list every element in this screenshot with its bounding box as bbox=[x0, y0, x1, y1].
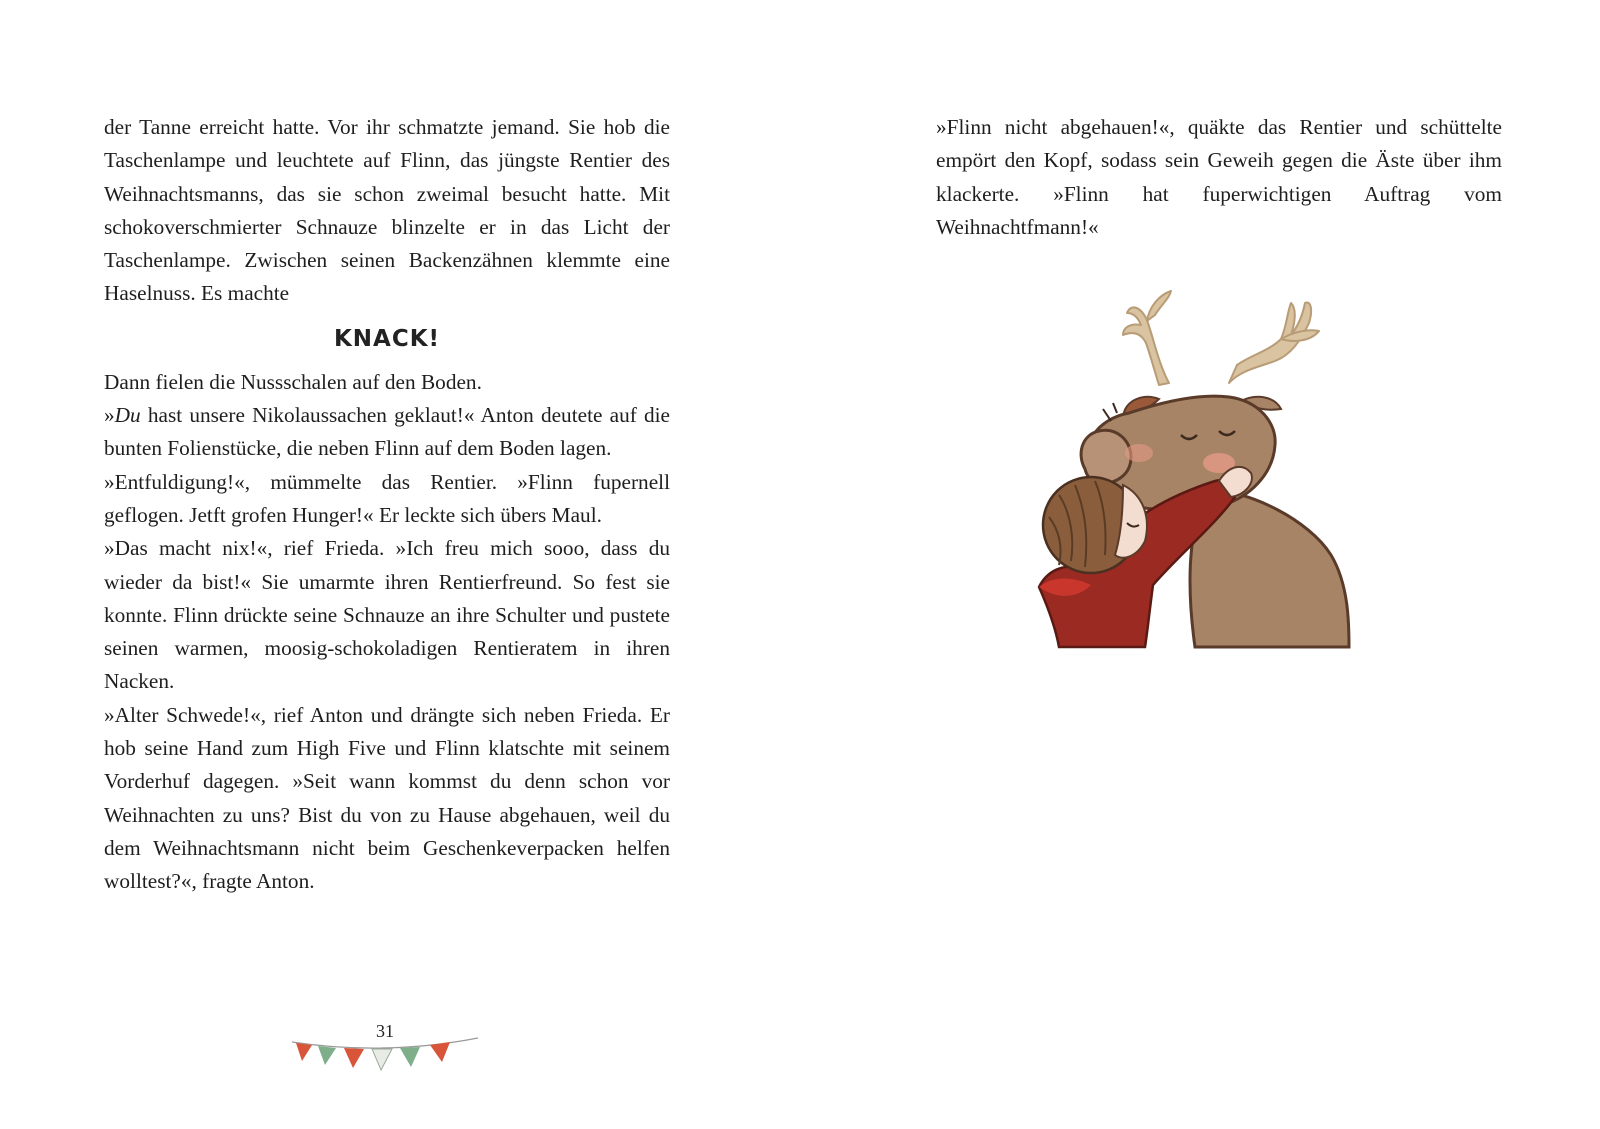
paragraph-nussschalen: Dann fielen die Nussschalen auf den Boden. bbox=[104, 369, 482, 394]
left-text-column bbox=[104, 111, 670, 899]
paragraph-dialog-frieda: »Das macht nix!«, rief Frieda. »Ich freu mich sooo, dass du wieder da bist!« Sie umarmte ihren Rentierfreund. So fest sie konnte. Flinn drückte seine Schnauze an ihre Schulter und pustete seinen warmen, moosig-schokoladigen Rentieratem in ihren Nacken. bbox=[104, 536, 670, 694]
right-page bbox=[800, 0, 1600, 1129]
bunting-garland-icon bbox=[290, 1036, 480, 1082]
paragraph-tanne: der Tanne erreicht hatte. Vor ihr schmatzte jemand. Sie hob die Taschenlampe und leuchtete auf Flinn, das jüngste Rentier des Weihnachtsmanns, das sie schon zweimal besucht hatte. Mit schokoverschmierter Schnauze blinzelte er in das Licht der Taschenlampe. Zwischen seinen Backenzähnen klemmte eine Haselnuss. Es machte bbox=[104, 115, 670, 306]
right-text-column bbox=[936, 111, 1502, 244]
dialog-anton-rest: hast unsere Nikolaussachen geklaut!« Anton deutete auf die bunten Folienstücke, die neben Flinn auf dem Boden lagen. bbox=[104, 403, 670, 461]
emphasis-du: Du bbox=[114, 403, 141, 428]
paragraph-flinn-reply: »Flinn nicht abgehauen!«, quäkte das Rentier und schüttelte empört den Kopf, sodass sein Geweih gegen die Äste über ihm klackerte. »Flinn hat fuperwichtigen Auftrag vom Weihnachtfmann!« bbox=[936, 115, 1502, 239]
sound-word-knack: KNACK! bbox=[333, 325, 441, 352]
page-number: 31 bbox=[376, 1021, 394, 1041]
paragraph-dialog-flinn: »Entfuldigung!«, mümmelte das Rentier. »Flinn fupernell geflogen. Jetft grofen Hunger!« Er leckte sich übers Maul. bbox=[104, 469, 670, 527]
paragraph-dialog-anton bbox=[104, 399, 670, 466]
quote-mark: » bbox=[104, 403, 115, 428]
paragraph-dialog-schwede: »Alter Schwede!«, rief Anton und drängte sich neben Frieda. Er hob seine Hand zum High Five und Flinn klatschte mit seinem Vorderhuf dagegen. »Seit wann kommst du denn schon vor Weihnachten zu uns? Bist du von zu Hause abgehauen, weil du dem Weihnachtsmann nicht beim Geschenkeverpacken helfen wolltest?«, fragte Anton. bbox=[104, 702, 670, 894]
reindeer-hug-illustration-icon bbox=[1019, 285, 1364, 670]
